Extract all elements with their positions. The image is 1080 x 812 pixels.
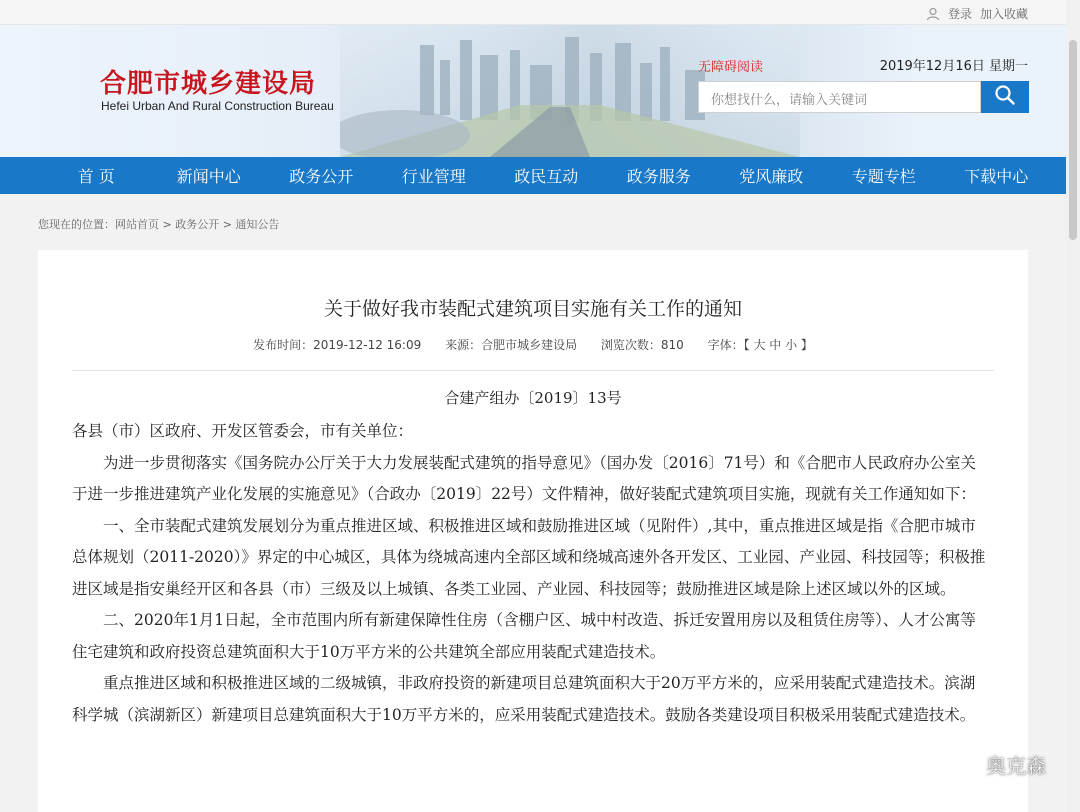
publish-time: 发布时间：2019-12-12 16:09 (253, 338, 422, 352)
body-paragraph: 重点推进区域和积极推进区域的二级城镇，非政府投资的新建项目总建筑面积大于20万平方米的，应采用装配式建造技术。滨湖科学城（滨湖新区）新建项目总建筑面积大于10万平方米的，应采用装配式建造技术。鼓励各类建设项目积极采用装配式建造技术。 (72, 674, 976, 724)
divider (72, 370, 994, 371)
scrollbar-thumb[interactable] (1069, 40, 1077, 240)
article-body (72, 416, 986, 731)
nav-government-affairs[interactable]: 政务公开 (289, 167, 354, 186)
add-favorite-link[interactable]: 加入收藏 (979, 7, 1028, 21)
logo-title[interactable]: 合肥市城乡建设局 (100, 69, 317, 99)
logo-subtitle: Hefei Urban And Rural Construction Bureau (101, 99, 334, 113)
nav-interaction[interactable]: 政民互动 (514, 167, 579, 186)
search-icon (994, 84, 1016, 110)
nav-special-topics[interactable]: 专题专栏 (851, 167, 916, 186)
body-paragraph: 二、2020年1月1日起，全市范围内所有新建保障性住房（含棚户区、城中村改造、拆迁安置用房以及租赁住房等）、人才公寓等住宅建筑和政府投资总建筑面积大于10万平方米的公共建筑全部应用装配式建造技术。 (72, 611, 976, 661)
site-header (0, 25, 1080, 157)
user-icon (926, 7, 940, 21)
article-source: 来源：合肥市城乡建设局 (445, 338, 578, 352)
login-link[interactable]: 登录 (947, 7, 972, 21)
watermark (956, 750, 1046, 779)
nav-industry-management[interactable]: 行业管理 (401, 167, 466, 186)
font-size-switcher[interactable]: 字体：【 大 中 小 】 (707, 338, 813, 352)
nav-news[interactable]: 新闻中心 (176, 167, 241, 186)
nav-home[interactable]: 首 页 (77, 167, 115, 186)
article-meta (38, 336, 1028, 353)
body-paragraph: 一、全市装配式建筑发展划分为重点推进区域、积极推进区域和鼓励推进区域（见附件）,其中，重点推进区域是指《合肥市城市总体规划（2011-2020）》界定的中心城区，具体为绕城高速内全部区域和绕城高速外各开发区、工业园、产业园、科技园等；积极推进区域是指安巢经开区和各县（市）三级及以上城镇、各类工业园、产业园、科技园等；鼓励推进区域是除上述区域以外的区域。 (72, 516, 986, 598)
nav-services[interactable]: 政务服务 (626, 167, 691, 186)
document-number: 合建产组办〔2019〕13号 (444, 389, 622, 407)
top-links (926, 5, 1028, 22)
nav-integrity[interactable]: 党风廉政 (739, 167, 804, 186)
nav-downloads[interactable]: 下载中心 (964, 167, 1029, 186)
watermark-text: 奥克森 (986, 754, 1046, 778)
accessibility-link[interactable]: 无障碍阅读 (698, 60, 764, 75)
article-panel (38, 250, 1028, 812)
recipient-line: 各县（市）区政府、开发区管委会，市有关单位： (72, 422, 414, 440)
top-utility-bar (0, 0, 1080, 25)
article-title: 关于做好我市装配式建筑项目实施有关工作的通知 (323, 298, 742, 320)
search-button[interactable] (981, 81, 1029, 113)
breadcrumb[interactable]: 您现在的位置：网站首页 > 政务公开 > 通知公告 (38, 218, 280, 231)
body-paragraph: 为进一步贯彻落实《国务院办公厅关于大力发展装配式建筑的指导意见》（国办发〔2016〕71号）和《合肥市人民政府办公室关于进一步推进建筑产业化发展的实施意见》（合政办〔2019〕22号）文件精神，做好装配式建筑项目实施，现就有关工作通知如下： (72, 453, 976, 503)
search-input[interactable]: 你想找什么，请输入关键词 (698, 81, 981, 113)
vertical-scrollbar[interactable] (1066, 0, 1080, 812)
view-count: 浏览次数：810 (600, 338, 684, 352)
current-date: 2019年12月16日 星期一 (879, 59, 1028, 74)
wechat-icon (956, 751, 982, 778)
main-nav (0, 157, 1080, 194)
